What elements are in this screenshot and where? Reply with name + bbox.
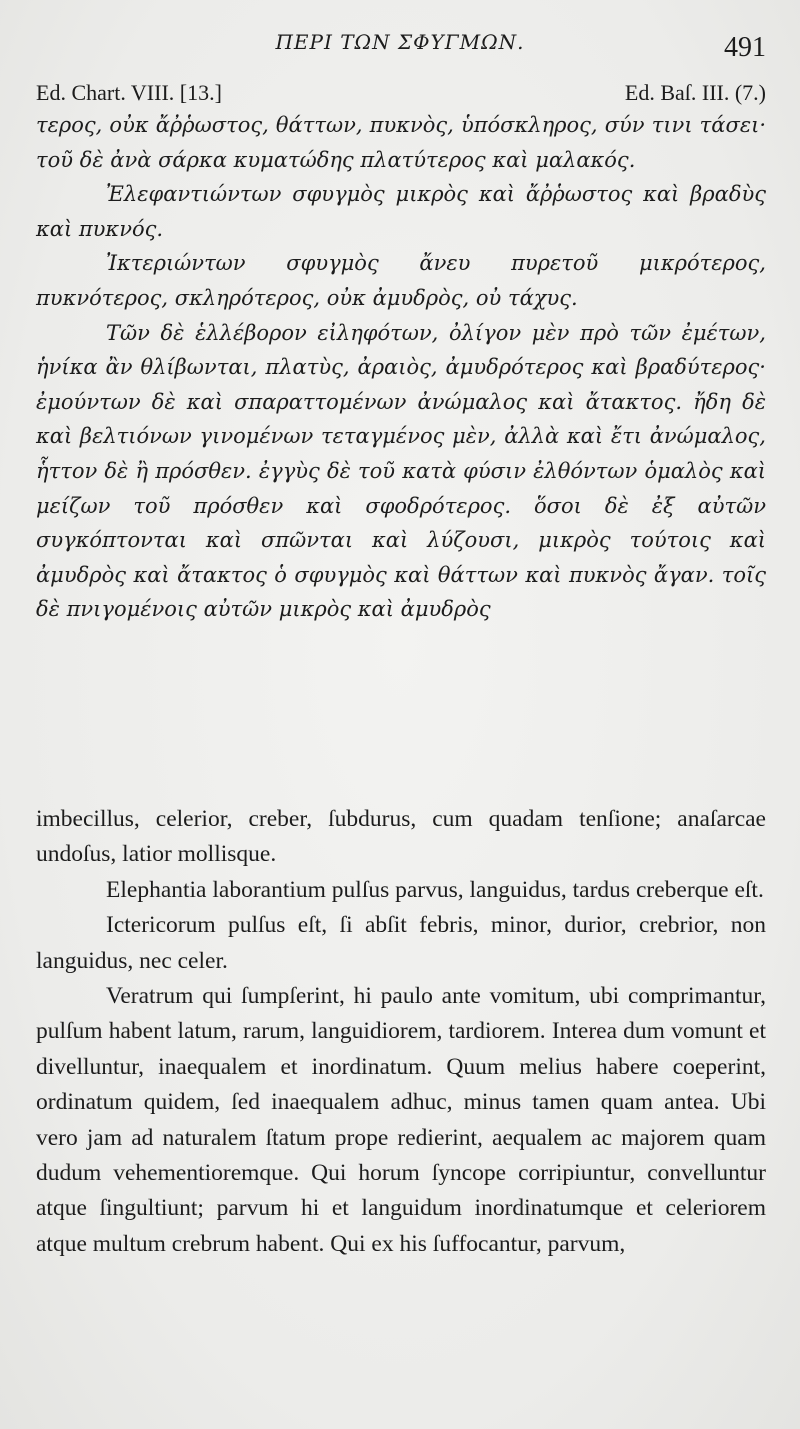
running-head <box>0 30 800 63</box>
greek-paragraph: Ἰκτεριώντων σφυγμὸς ἄνευ πυρετοῦ μικρότερος, πυκνότερος, σκληρότερος, οὐκ ἀμυδρὸς, οὐ τάχυς. <box>36 251 766 310</box>
page-number: 491 <box>724 32 766 63</box>
greek-paragraph: Ἐλεφαντιώντων σφυγμὸς μικρὸς καὶ ἄῤῥωστος καὶ βραδὺς καὶ πυκνός. <box>36 182 766 241</box>
latin-paragraph: Ictericorum pulſus eſt, ſi abſit febris, minor, durior, crebrior, non languidus, nec celer. <box>36 912 766 974</box>
latin-paragraph: Elephantia laborantium pulſus parvus, languidus, tardus creberque eſt. <box>106 876 764 903</box>
edition-basel-reference: Ed. Baſ. III. (7.) <box>624 80 766 105</box>
latin-paragraph: imbecillus, celerior, creber, ſubdurus, cum quadam tenſione; anaſarcae undoſus, latior mollisque. <box>36 806 766 868</box>
greek-paragraph: τερος, οὐκ ἄῤῥωστος, θάττων, πυκνὸς, ὑπόσκληρος, σύν τινι τάσει· τοῦ δὲ ἀνὰ σάρκα κυματώδης πλατύτερος καὶ μαλακός. <box>36 113 766 172</box>
greek-paragraph: Τῶν δὲ ἑλλέβορον εἰληφότων, ὀλίγον μὲν πρὸ τῶν ἐμέτων, ἡνίκα ἂν θλίβωνται, πλατὺς, ἀραιὸς, ἀμυδρότερος καὶ βραδύτερος· ἐμούντων δὲ καὶ σπαραττομένων ἀνώμαλος καὶ ἄτακτος. ἤδη δὲ καὶ βελτιόνων γινομένων τεταγμένος μὲν, ἀλλὰ καὶ ἔτι ἀνώμαλος, ἧττον δὲ ἢ πρόσθεν. ἐγγὺς δὲ τοῦ κατὰ φύσιν ἐλθόντων ὁμαλὸς καὶ μείζων τοῦ πρόσθεν καὶ σφοδρότερος. ὅσοι δὲ ἐξ αὐτῶν συγκόπτονται καὶ σπῶνται καὶ λύζουσι, μικρὸς τούτοις καὶ ἀμυδρὸς καὶ ἄτακτος ὁ σφυγμὸς καὶ θάττων καὶ πυκνὸς ἄγαν. τοῖς δὲ πνιγομένοις αὐτῶν μικρὸς καὶ ἀμυδρὸς <box>36 320 766 622</box>
greek-text-block <box>36 108 766 627</box>
running-title: ΠΕΡΙ ΤΩΝ ΣΦΥΓΜΩΝ. <box>275 30 525 54</box>
latin-text-block <box>36 802 766 1262</box>
edition-chart-reference: Ed. Chart. VIII. [13.] <box>36 80 222 105</box>
edition-references <box>36 80 766 110</box>
latin-paragraph: Veratrum qui ſumpſerint, hi paulo ante vomitum, ubi comprimantur, pulſum habent latum, rarum, languidiorem, tardiorem. Interea dum vomunt et divelluntur, inaequalem et inordinatum. Quum melius habere coeperint, ordinatum quidem, ſed inaequalem adhuc, minus tamen quam antea. Ubi vero jam ad naturalem ſtatum prope redierint, aequalem ac majorem quam dudum vehementioremque. Qui horum ſyncope corripiuntur, convelluntur atque ſingultiunt; parvum hi et languidum inordinatumque et celeriorem atque multum crebrum habent. Qui ex his ſuffocantur, parvum, <box>36 983 766 1257</box>
